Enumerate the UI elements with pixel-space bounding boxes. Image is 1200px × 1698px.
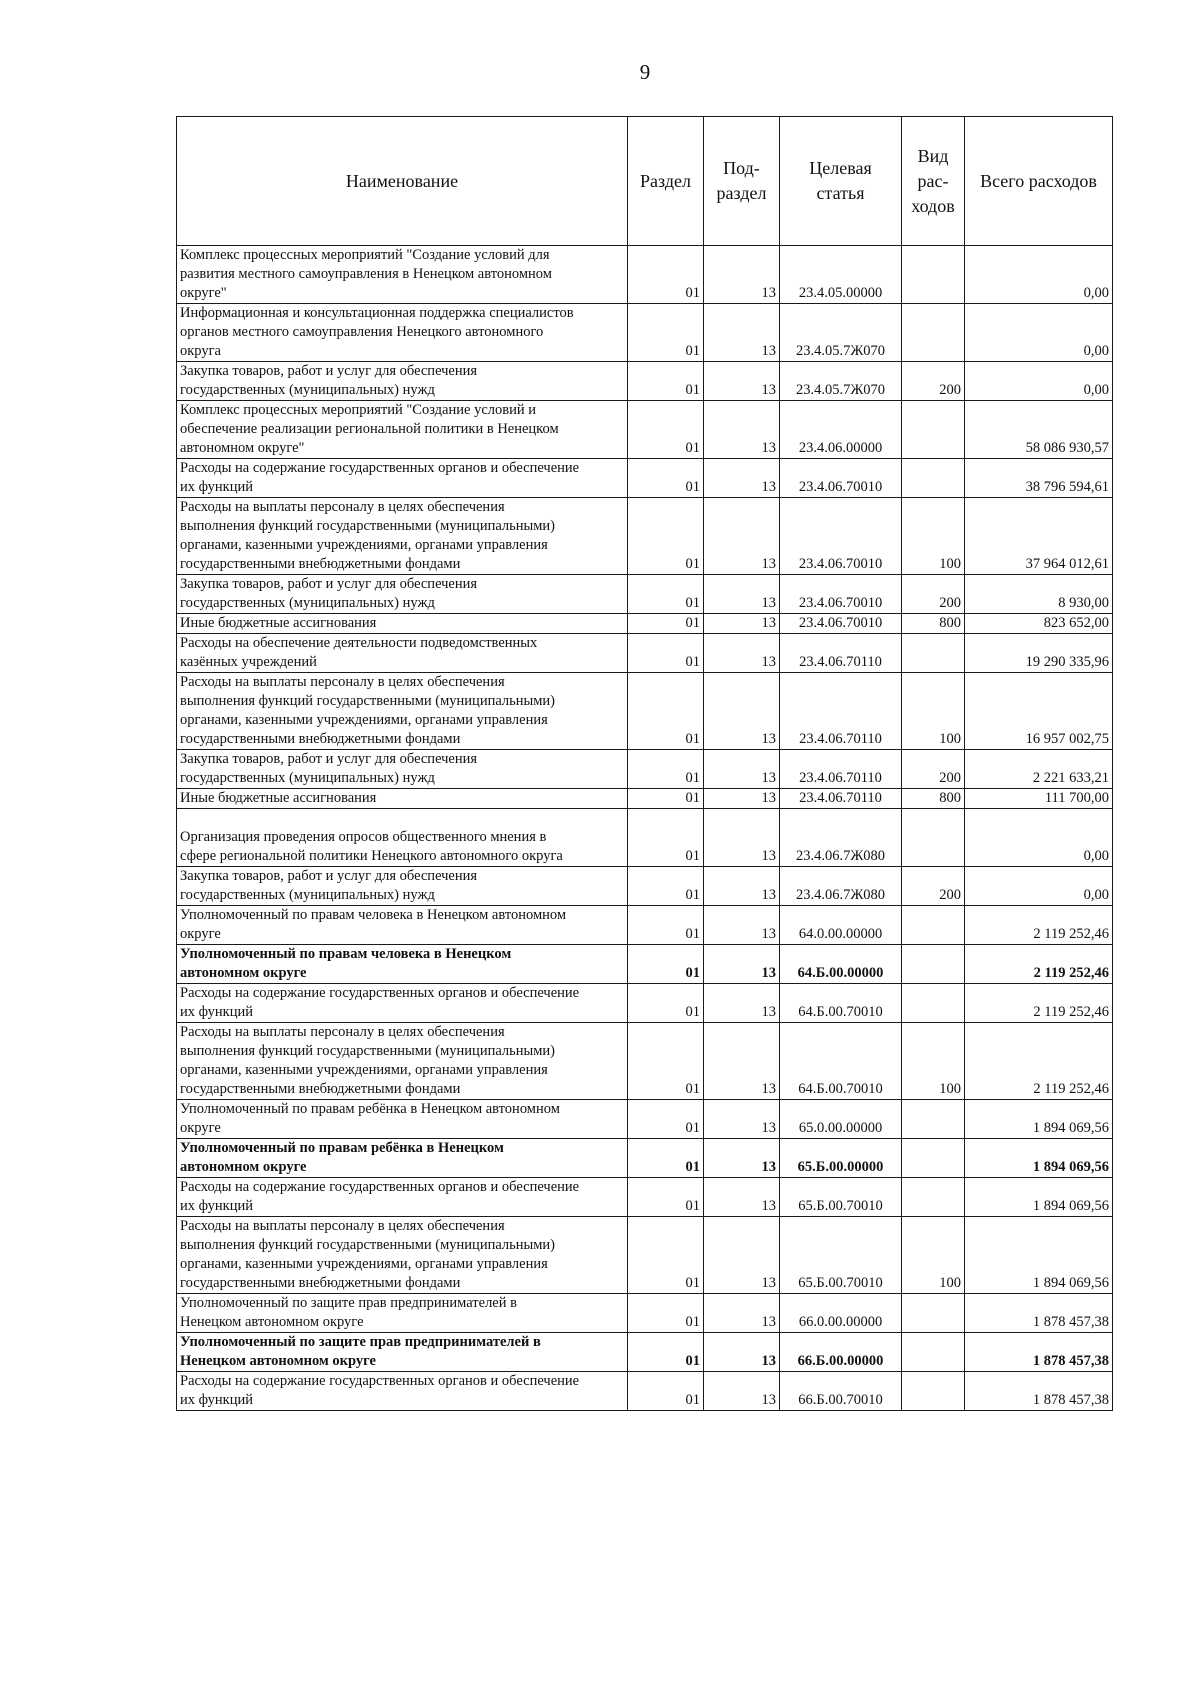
row-podrazdel: 13 bbox=[704, 1100, 780, 1139]
row-podrazdel: 13 bbox=[704, 1178, 780, 1217]
row-razdel: 01 bbox=[628, 673, 704, 750]
table-row bbox=[177, 614, 1113, 634]
row-name: Расходы на выплаты персоналу в целях обеспечения выполнения функций государственными (муниципальными) органами, казенными учреждениями, органами управления государственными внебюджетными фондами bbox=[177, 498, 628, 575]
row-name: Комплекс процессных мероприятий "Создание условий и обеспечение реализации региональной политики в Ненецком автономном округе" bbox=[177, 401, 628, 459]
row-razdel: 01 bbox=[628, 575, 704, 614]
row-vid: 800 bbox=[902, 789, 965, 809]
header-vid: Вид рас- ходов bbox=[902, 117, 965, 246]
row-name: Уполномоченный по правам ребёнка в Ненецком автономном округе bbox=[177, 1100, 628, 1139]
row-podrazdel: 13 bbox=[704, 906, 780, 945]
header-statya: Целевая статья bbox=[780, 117, 902, 246]
row-statya: 66.0.00.00000 bbox=[780, 1294, 902, 1333]
row-name: Расходы на содержание государственных органов и обеспечение их функций bbox=[177, 1372, 628, 1411]
row-vid: 200 bbox=[902, 362, 965, 401]
row-statya: 23.4.05.00000 bbox=[780, 246, 902, 304]
row-statya: 23.4.06.70010 bbox=[780, 575, 902, 614]
table-row bbox=[177, 789, 1113, 809]
row-statya: 64.Б.00.70010 bbox=[780, 1023, 902, 1100]
row-name: Закупка товаров, работ и услуг для обеспечения государственных (муниципальных) нужд bbox=[177, 750, 628, 789]
row-total: 19 290 335,96 bbox=[965, 634, 1113, 673]
row-vid bbox=[902, 809, 965, 867]
row-razdel: 01 bbox=[628, 1333, 704, 1372]
row-podrazdel: 13 bbox=[704, 401, 780, 459]
table-row bbox=[177, 867, 1113, 906]
row-total: 1 878 457,38 bbox=[965, 1294, 1113, 1333]
row-razdel: 01 bbox=[628, 789, 704, 809]
row-total: 8 930,00 bbox=[965, 575, 1113, 614]
row-podrazdel: 13 bbox=[704, 575, 780, 614]
table-row bbox=[177, 945, 1113, 984]
table-row bbox=[177, 498, 1113, 575]
row-statya: 65.Б.00.70010 bbox=[780, 1178, 902, 1217]
budget-table bbox=[176, 116, 1113, 1411]
row-statya: 23.4.06.70110 bbox=[780, 673, 902, 750]
header-podrazdel: Под- раздел bbox=[704, 117, 780, 246]
row-name: Уполномоченный по защите прав предпринимателей в Ненецком автономном округе bbox=[177, 1294, 628, 1333]
table-row bbox=[177, 984, 1113, 1023]
table-row bbox=[177, 1294, 1113, 1333]
row-name: Расходы на выплаты персоналу в целях обеспечения выполнения функций государственными (муниципальными) органами, казенными учреждениями, органами управления государственными внебюджетными фондами bbox=[177, 1023, 628, 1100]
table-row bbox=[177, 1217, 1113, 1294]
row-statya: 66.Б.00.00000 bbox=[780, 1333, 902, 1372]
table-body bbox=[177, 246, 1113, 1411]
row-razdel: 01 bbox=[628, 1372, 704, 1411]
row-total: 111 700,00 bbox=[965, 789, 1113, 809]
row-name: Закупка товаров, работ и услуг для обеспечения государственных (муниципальных) нужд bbox=[177, 575, 628, 614]
row-podrazdel: 13 bbox=[704, 1023, 780, 1100]
row-razdel: 01 bbox=[628, 1100, 704, 1139]
row-total: 58 086 930,57 bbox=[965, 401, 1113, 459]
header-name: Наименование bbox=[177, 117, 628, 246]
row-name: Уполномоченный по правам человека в Ненецком автономном округе bbox=[177, 906, 628, 945]
table-row bbox=[177, 1333, 1113, 1372]
row-total: 1 878 457,38 bbox=[965, 1333, 1113, 1372]
row-vid bbox=[902, 945, 965, 984]
row-razdel: 01 bbox=[628, 614, 704, 634]
row-podrazdel: 13 bbox=[704, 1372, 780, 1411]
row-podrazdel: 13 bbox=[704, 498, 780, 575]
row-vid bbox=[902, 246, 965, 304]
row-vid: 200 bbox=[902, 867, 965, 906]
row-total: 2 221 633,21 bbox=[965, 750, 1113, 789]
row-vid: 100 bbox=[902, 498, 965, 575]
row-statya: 23.4.06.00000 bbox=[780, 401, 902, 459]
table-row bbox=[177, 750, 1113, 789]
row-razdel: 01 bbox=[628, 634, 704, 673]
table-row bbox=[177, 401, 1113, 459]
page-number: 9 bbox=[639, 60, 651, 84]
row-vid bbox=[902, 984, 965, 1023]
row-razdel: 01 bbox=[628, 945, 704, 984]
row-statya: 23.4.06.7Ж080 bbox=[780, 809, 902, 867]
row-name: Расходы на выплаты персоналу в целях обеспечения выполнения функций государственными (муниципальными) органами, казенными учреждениями, органами управления государственными внебюджетными фондами bbox=[177, 1217, 628, 1294]
row-vid bbox=[902, 1139, 965, 1178]
row-vid: 100 bbox=[902, 1217, 965, 1294]
row-total: 2 119 252,46 bbox=[965, 1023, 1113, 1100]
row-statya: 23.4.05.7Ж070 bbox=[780, 304, 902, 362]
row-statya: 65.0.00.00000 bbox=[780, 1100, 902, 1139]
row-statya: 64.Б.00.70010 bbox=[780, 984, 902, 1023]
row-razdel: 01 bbox=[628, 1217, 704, 1294]
row-total: 0,00 bbox=[965, 246, 1113, 304]
row-name: Расходы на выплаты персоналу в целях обеспечения выполнения функций государственными (муниципальными) органами, казенными учреждениями, органами управления государственными внебюджетными фондами bbox=[177, 673, 628, 750]
row-name: Уполномоченный по правам человека в Ненецком автономном округе bbox=[177, 945, 628, 984]
row-vid bbox=[902, 1372, 965, 1411]
row-podrazdel: 13 bbox=[704, 1333, 780, 1372]
row-razdel: 01 bbox=[628, 498, 704, 575]
row-total: 2 119 252,46 bbox=[965, 945, 1113, 984]
row-statya: 23.4.06.70010 bbox=[780, 614, 902, 634]
row-total: 16 957 002,75 bbox=[965, 673, 1113, 750]
row-razdel: 01 bbox=[628, 1294, 704, 1333]
row-podrazdel: 13 bbox=[704, 673, 780, 750]
row-total: 1 878 457,38 bbox=[965, 1372, 1113, 1411]
row-total: 1 894 069,56 bbox=[965, 1139, 1113, 1178]
row-total: 0,00 bbox=[965, 809, 1113, 867]
row-podrazdel: 13 bbox=[704, 984, 780, 1023]
row-total: 0,00 bbox=[965, 362, 1113, 401]
row-name: Комплекс процессных мероприятий "Создание условий для развития местного самоуправления в Ненецком автономном округе" bbox=[177, 246, 628, 304]
row-razdel: 01 bbox=[628, 750, 704, 789]
row-name: Организация проведения опросов общественного мнения в сфере региональной политики Ненецкого автономного округа bbox=[177, 809, 628, 867]
row-podrazdel: 13 bbox=[704, 304, 780, 362]
row-vid: 800 bbox=[902, 614, 965, 634]
table-row bbox=[177, 304, 1113, 362]
row-razdel: 01 bbox=[628, 906, 704, 945]
row-total: 823 652,00 bbox=[965, 614, 1113, 634]
header-razdel: Раздел bbox=[628, 117, 704, 246]
table-row bbox=[177, 575, 1113, 614]
row-razdel: 01 bbox=[628, 246, 704, 304]
row-vid bbox=[902, 1294, 965, 1333]
row-podrazdel: 13 bbox=[704, 246, 780, 304]
row-name: Расходы на содержание государственных органов и обеспечение их функций bbox=[177, 984, 628, 1023]
row-name: Расходы на обеспечение деятельности подведомственных казённых учреждений bbox=[177, 634, 628, 673]
row-vid: 100 bbox=[902, 1023, 965, 1100]
row-name: Иные бюджетные ассигнования bbox=[177, 614, 628, 634]
table-row bbox=[177, 459, 1113, 498]
row-razdel: 01 bbox=[628, 1178, 704, 1217]
table-row bbox=[177, 634, 1113, 673]
row-statya: 23.4.06.7Ж080 bbox=[780, 867, 902, 906]
row-razdel: 01 bbox=[628, 1139, 704, 1178]
row-total: 1 894 069,56 bbox=[965, 1217, 1113, 1294]
row-razdel: 01 bbox=[628, 459, 704, 498]
row-name: Иные бюджетные ассигнования bbox=[177, 789, 628, 809]
row-total: 1 894 069,56 bbox=[965, 1100, 1113, 1139]
table-row bbox=[177, 1178, 1113, 1217]
row-total: 0,00 bbox=[965, 304, 1113, 362]
row-razdel: 01 bbox=[628, 867, 704, 906]
row-podrazdel: 13 bbox=[704, 945, 780, 984]
row-vid bbox=[902, 634, 965, 673]
row-podrazdel: 13 bbox=[704, 634, 780, 673]
row-vid: 200 bbox=[902, 750, 965, 789]
row-razdel: 01 bbox=[628, 1023, 704, 1100]
table-row bbox=[177, 1372, 1113, 1411]
row-podrazdel: 13 bbox=[704, 1294, 780, 1333]
row-statya: 64.Б.00.00000 bbox=[780, 945, 902, 984]
row-name: Расходы на содержание государственных органов и обеспечение их функций bbox=[177, 459, 628, 498]
row-statya: 65.Б.00.00000 bbox=[780, 1139, 902, 1178]
row-statya: 23.4.06.70110 bbox=[780, 750, 902, 789]
row-podrazdel: 13 bbox=[704, 867, 780, 906]
row-statya: 23.4.06.70110 bbox=[780, 634, 902, 673]
header-row bbox=[177, 117, 1113, 246]
row-vid bbox=[902, 459, 965, 498]
table-row bbox=[177, 809, 1113, 867]
row-vid bbox=[902, 401, 965, 459]
row-total: 2 119 252,46 bbox=[965, 906, 1113, 945]
row-statya: 23.4.05.7Ж070 bbox=[780, 362, 902, 401]
row-podrazdel: 13 bbox=[704, 750, 780, 789]
table-row bbox=[177, 906, 1113, 945]
row-razdel: 01 bbox=[628, 401, 704, 459]
row-vid bbox=[902, 304, 965, 362]
table-row bbox=[177, 362, 1113, 401]
table-row bbox=[177, 673, 1113, 750]
row-name: Расходы на содержание государственных органов и обеспечение их функций bbox=[177, 1178, 628, 1217]
row-podrazdel: 13 bbox=[704, 789, 780, 809]
row-razdel: 01 bbox=[628, 304, 704, 362]
row-vid: 200 bbox=[902, 575, 965, 614]
row-statya: 66.Б.00.70010 bbox=[780, 1372, 902, 1411]
row-vid bbox=[902, 1178, 965, 1217]
row-statya: 64.0.00.00000 bbox=[780, 906, 902, 945]
row-total: 37 964 012,61 bbox=[965, 498, 1113, 575]
row-name: Закупка товаров, работ и услуг для обеспечения государственных (муниципальных) нужд bbox=[177, 867, 628, 906]
table-row bbox=[177, 1139, 1113, 1178]
row-razdel: 01 bbox=[628, 809, 704, 867]
row-podrazdel: 13 bbox=[704, 809, 780, 867]
row-total: 0,00 bbox=[965, 867, 1113, 906]
row-podrazdel: 13 bbox=[704, 459, 780, 498]
row-statya: 65.Б.00.70010 bbox=[780, 1217, 902, 1294]
row-statya: 23.4.06.70010 bbox=[780, 459, 902, 498]
row-total: 38 796 594,61 bbox=[965, 459, 1113, 498]
row-vid bbox=[902, 1100, 965, 1139]
table-row bbox=[177, 1023, 1113, 1100]
table-row bbox=[177, 246, 1113, 304]
row-razdel: 01 bbox=[628, 984, 704, 1023]
row-razdel: 01 bbox=[628, 362, 704, 401]
table-header bbox=[177, 117, 1113, 246]
row-podrazdel: 13 bbox=[704, 614, 780, 634]
row-vid bbox=[902, 906, 965, 945]
row-podrazdel: 13 bbox=[704, 362, 780, 401]
header-total: Всего расходов bbox=[965, 117, 1113, 246]
row-name: Информационная и консультационная поддержка специалистов органов местного самоуправления Ненецкого автономного округа bbox=[177, 304, 628, 362]
row-total: 1 894 069,56 bbox=[965, 1178, 1113, 1217]
table-row bbox=[177, 1100, 1113, 1139]
row-total: 2 119 252,46 bbox=[965, 984, 1113, 1023]
row-statya: 23.4.06.70110 bbox=[780, 789, 902, 809]
row-name: Уполномоченный по защите прав предпринимателей в Ненецком автономном округе bbox=[177, 1333, 628, 1372]
row-statya: 23.4.06.70010 bbox=[780, 498, 902, 575]
row-vid bbox=[902, 1333, 965, 1372]
row-name: Уполномоченный по правам ребёнка в Ненецком автономном округе bbox=[177, 1139, 628, 1178]
row-podrazdel: 13 bbox=[704, 1217, 780, 1294]
row-name: Закупка товаров, работ и услуг для обеспечения государственных (муниципальных) нужд bbox=[177, 362, 628, 401]
row-vid: 100 bbox=[902, 673, 965, 750]
row-podrazdel: 13 bbox=[704, 1139, 780, 1178]
